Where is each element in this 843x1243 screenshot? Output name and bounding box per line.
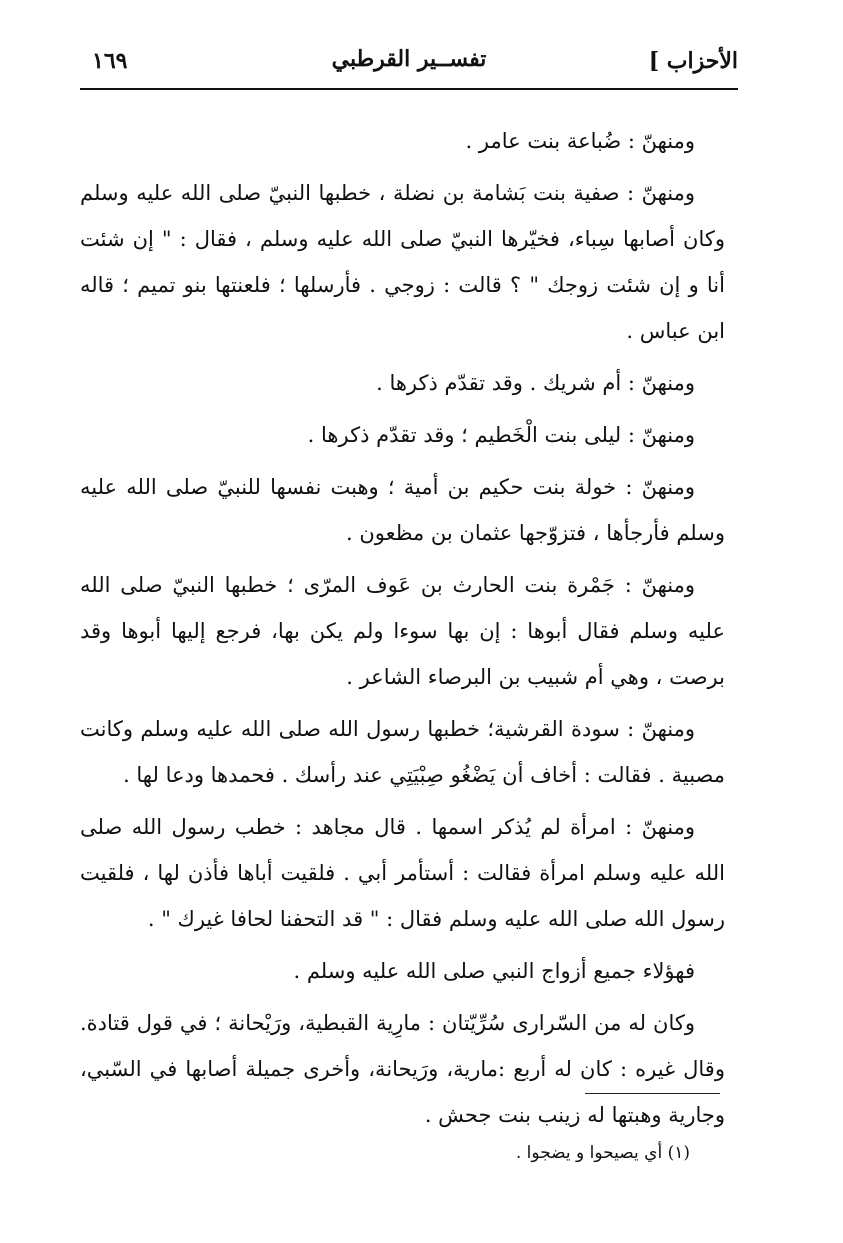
paragraph: ومنهنّ : أم شريك . وقد تقدّم ذكرها . bbox=[376, 371, 695, 395]
paragraph: ومنهنّ : جَمْرة بنت الحارث بن عَوف المرّى ؛ خطبها النبيّ صلى الله عليه وسلم فقال أبوها : إن بها سوءا ولم يكن بها، فرجع إليها أبوها وقد برصت ، وهي أم شبيب بن البرصاء الشاعر . bbox=[80, 573, 725, 689]
section-title: الأحزاب ] bbox=[648, 48, 738, 74]
paragraph: ومنهنّ : خولة بنت حكيم بن أمية ؛ وهبت نفسها للنبيّ صلى الله عليه وسلم فأرجأها ، فتزوّجها عثمان بن مظعون . bbox=[80, 475, 725, 545]
paragraph: ومنهنّ : ليلى بنت الْخَطيم ؛ وقد تقدّم ذكرها . bbox=[307, 423, 695, 447]
paragraph: وكان له من السّرارى سُرِّيّتان : مارِية القبطية، ورَيْحانة ؛ في قول قتادة. وقال غيره : كان له أربع :مارية، ورَيحانة، وأخرى جميلة أصابها في السّبي، وجارية وهبتها له زينب بنت جحش . bbox=[80, 1011, 725, 1127]
paragraph: ومنهنّ : سودة القرشية؛ خطبها رسول الله صلى الله عليه وسلم وكانت مصبية . فقالت : أخاف أن يَضْغُو صِبْيَتِي عند رأسك . فحمدها ودعا لها . bbox=[80, 717, 725, 787]
footnote-rule bbox=[585, 1093, 720, 1094]
paragraph: فهؤلاء جميع أزواج النبي صلى الله عليه وسلم . bbox=[293, 959, 695, 983]
book-title: تفســير القرطبي bbox=[331, 46, 487, 72]
paragraph: ومنهنّ : ضُباعة بنت عامر . bbox=[465, 129, 695, 153]
main-text bbox=[80, 118, 725, 1138]
footnote: (١) أي يصيحوا و يضجوا . bbox=[515, 1143, 690, 1163]
header-rule bbox=[80, 88, 738, 90]
running-header bbox=[80, 40, 738, 86]
paragraph: ومنهنّ : امرأة لم يُذكر اسمها . قال مجاهد : خطب رسول الله صلى الله عليه وسلم امرأة فقالت : أستأمر أبي . فلقيت أباها فأذن لها ، فلقيت رسول الله صلى الله عليه وسلم فقال : " قد التحفنا لحافا غيرك " . bbox=[80, 815, 725, 931]
paragraph: ومنهنّ : صفية بنت بَشامة بن نضلة ، خطبها النبيّ صلى الله عليه وسلم وكان أصابها سِباء، فخيّرها النبيّ صلى الله عليه وسلم ، فقال : " إن شئت أنا و إن شئت زوجك " ؟ قالت : زوجي . فأرسلها ؛ فلعنتها بنو تميم ؛ قاله ابن عباس . bbox=[80, 181, 725, 343]
page-number: ١٦٩ bbox=[92, 48, 128, 74]
